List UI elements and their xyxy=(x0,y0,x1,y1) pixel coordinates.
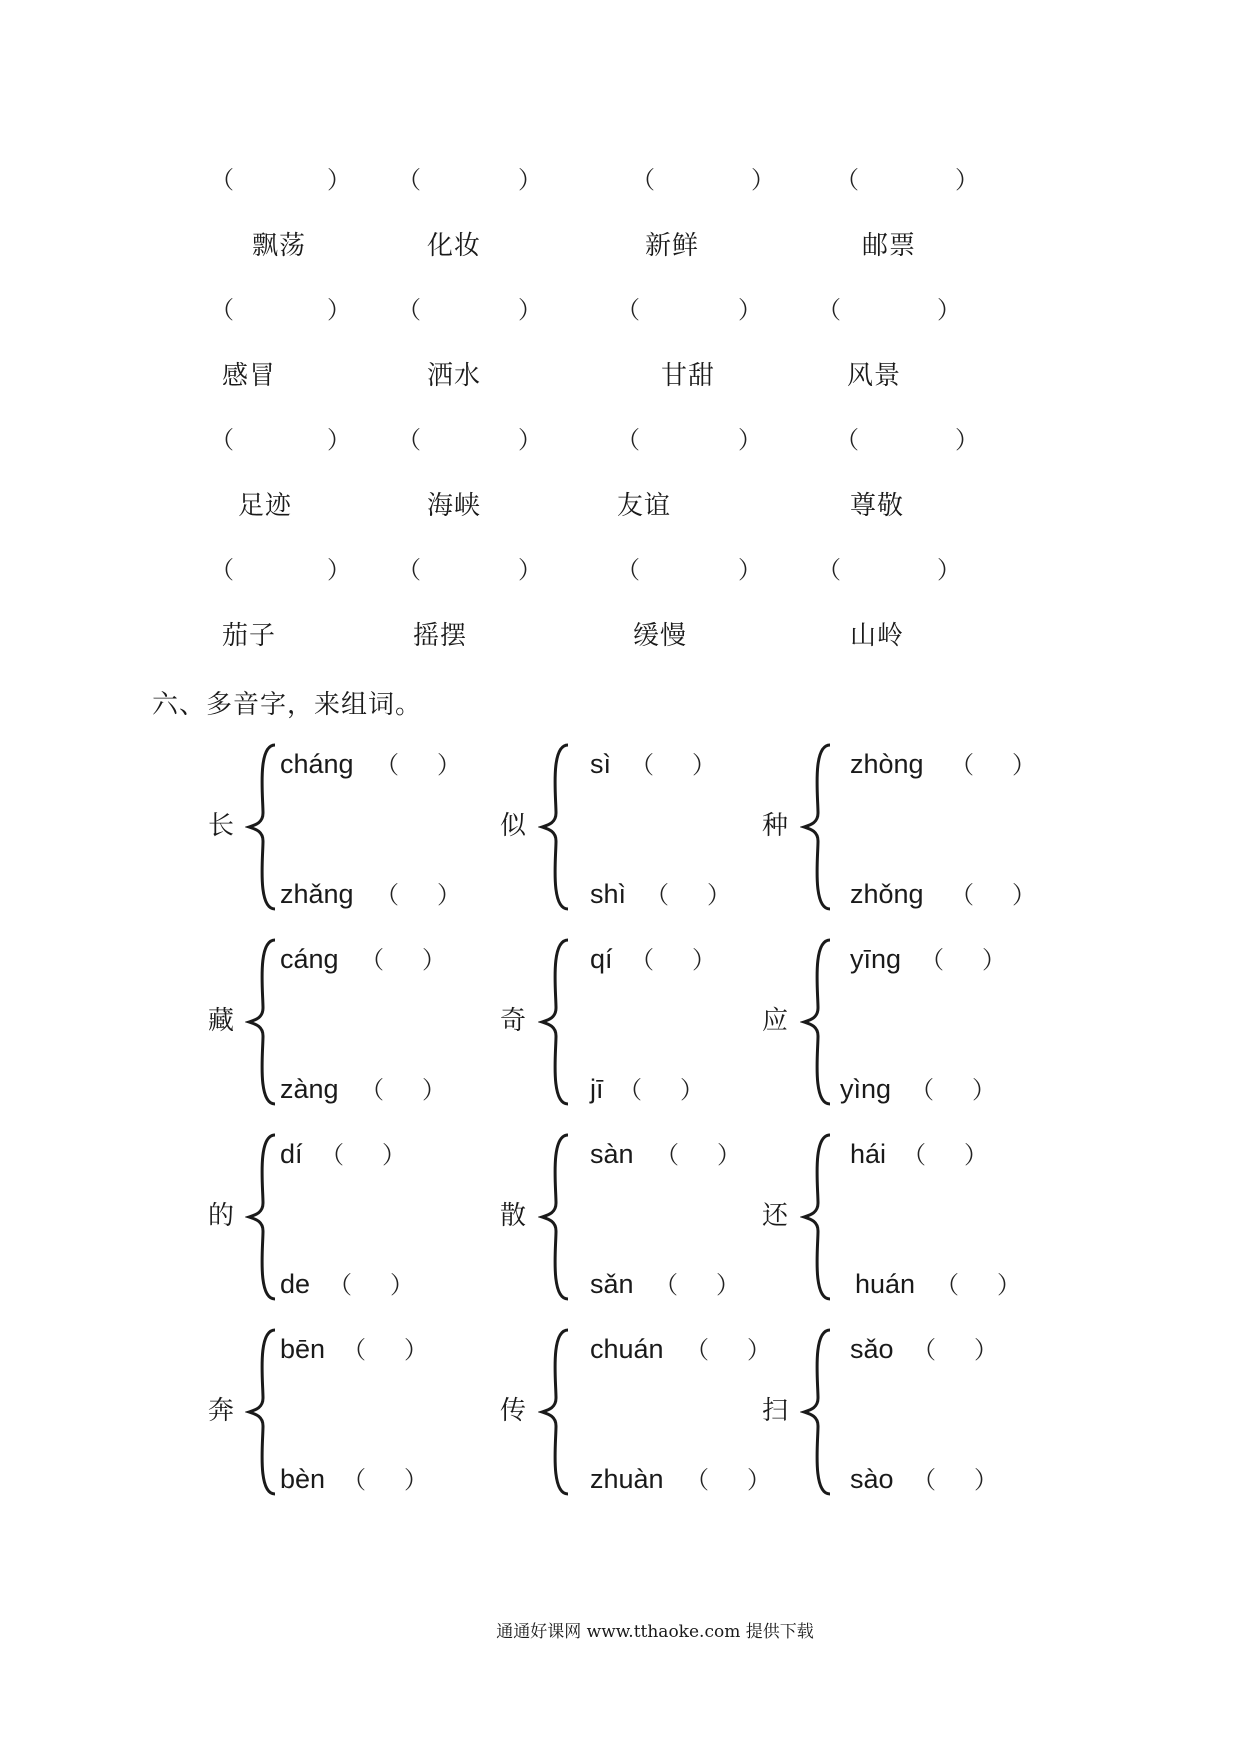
answer-blank[interactable] xyxy=(399,751,435,781)
polyphone-char: 散 xyxy=(500,1201,527,1231)
brace-bracket xyxy=(538,743,578,915)
paren-open: （ xyxy=(210,296,234,324)
polyphone-char: 扫 xyxy=(762,1396,789,1426)
paren-close: ） xyxy=(751,166,775,194)
polyphone-char: 传 xyxy=(500,1396,527,1426)
vocab-word: 茄子 xyxy=(222,621,277,651)
paren-open: （ xyxy=(950,881,974,909)
pinyin-top: dí xyxy=(280,1139,303,1169)
answer-blank[interactable] xyxy=(936,1336,972,1366)
answer-blank[interactable] xyxy=(934,1076,970,1106)
vocab-word: 山岭 xyxy=(850,621,905,651)
answer-blank[interactable] xyxy=(926,1141,962,1171)
vocab-word: 尊敬 xyxy=(850,491,905,521)
paren-close: ） xyxy=(327,296,351,324)
paren-open: （ xyxy=(817,296,841,324)
paren-open: （ xyxy=(397,166,421,194)
paren-close: ） xyxy=(692,946,716,974)
answer-blank[interactable] xyxy=(384,1076,420,1106)
pinyin-top: cháng xyxy=(280,749,354,779)
brace-bracket xyxy=(800,1133,840,1305)
paren-close: ） xyxy=(437,881,461,909)
paren-open: （ xyxy=(630,751,654,779)
paren-open: （ xyxy=(912,1336,936,1364)
answer-blank[interactable] xyxy=(857,426,955,456)
vocab-word: 友谊 xyxy=(617,491,672,521)
answer-blank[interactable] xyxy=(384,946,420,976)
paren-open: （ xyxy=(342,1336,366,1364)
paren-open: （ xyxy=(910,1076,934,1104)
vocab-word: 缓慢 xyxy=(633,621,688,651)
vocab-word: 感冒 xyxy=(222,361,277,391)
pinyin-bottom: bèn xyxy=(280,1464,326,1494)
answer-blank[interactable] xyxy=(857,166,955,196)
paren-close: ） xyxy=(437,751,461,779)
paren-open: （ xyxy=(631,166,655,194)
vocab-word: 甘甜 xyxy=(661,361,716,391)
paren-open: （ xyxy=(397,426,421,454)
paren-close: ） xyxy=(937,296,961,324)
vocab-word: 摇摆 xyxy=(413,621,468,651)
brace-bracket xyxy=(538,1133,578,1305)
paren-close: ） xyxy=(738,426,762,454)
paren-close: ） xyxy=(717,1141,741,1169)
paren-close: ） xyxy=(974,1466,998,1494)
pinyin-top: bēn xyxy=(280,1334,326,1364)
paren-close: ） xyxy=(974,1336,998,1364)
vocab-word: 邮票 xyxy=(862,231,917,261)
answer-blank[interactable] xyxy=(653,166,751,196)
paren-close: ） xyxy=(692,751,716,779)
answer-blank[interactable] xyxy=(709,1336,745,1366)
brace-bracket xyxy=(800,743,840,915)
paren-open: （ xyxy=(342,1466,366,1494)
answer-blank[interactable] xyxy=(839,296,937,326)
paren-open: （ xyxy=(616,296,640,324)
answer-blank[interactable] xyxy=(419,296,518,326)
polyphone-char: 种 xyxy=(762,811,789,841)
brace-bracket xyxy=(538,938,578,1110)
paren-close: ） xyxy=(327,556,351,584)
vocab-word: 洒水 xyxy=(427,361,482,391)
polyphone-char: 奇 xyxy=(500,1006,527,1036)
brace-bracket xyxy=(245,1133,285,1305)
paren-open: （ xyxy=(817,556,841,584)
answer-blank[interactable] xyxy=(638,426,738,456)
paren-open: （ xyxy=(685,1466,709,1494)
vocab-word: 化妆 xyxy=(427,231,482,261)
brace-bracket xyxy=(538,1328,578,1500)
paren-close: ） xyxy=(518,166,542,194)
polyphone-char: 应 xyxy=(762,1006,789,1036)
paren-close: ） xyxy=(955,426,979,454)
pinyin-bottom: zhǎng xyxy=(280,879,354,909)
pinyin-top: qí xyxy=(590,944,613,974)
polyphone-char: 还 xyxy=(762,1201,789,1231)
answer-blank[interactable] xyxy=(638,296,738,326)
pinyin-bottom: huán xyxy=(855,1269,916,1299)
answer-blank[interactable] xyxy=(642,1076,678,1106)
answer-blank[interactable] xyxy=(366,1466,402,1496)
paren-open: （ xyxy=(360,946,384,974)
paren-open: （ xyxy=(685,1336,709,1364)
paren-open: （ xyxy=(630,946,654,974)
pinyin-top: sàn xyxy=(590,1139,634,1169)
paren-close: ） xyxy=(404,1466,428,1494)
vocab-word: 足迹 xyxy=(238,491,293,521)
answer-blank[interactable] xyxy=(366,1336,402,1366)
pinyin-top: hái xyxy=(850,1139,887,1169)
answer-blank[interactable] xyxy=(679,1141,715,1171)
brace-bracket xyxy=(800,1328,840,1500)
paren-open: （ xyxy=(210,166,234,194)
paren-close: ） xyxy=(518,296,542,324)
paren-close: ） xyxy=(518,426,542,454)
paren-open: （ xyxy=(375,751,399,779)
answer-blank[interactable] xyxy=(654,751,690,781)
polyphone-char: 藏 xyxy=(208,1006,235,1036)
paren-open: （ xyxy=(210,556,234,584)
paren-close: ） xyxy=(1012,881,1036,909)
answer-blank[interactable] xyxy=(232,556,327,586)
paren-close: ） xyxy=(327,426,351,454)
answer-blank[interactable] xyxy=(419,166,518,196)
paren-close: ） xyxy=(964,1141,988,1169)
paren-close: ） xyxy=(955,166,979,194)
answer-blank[interactable] xyxy=(669,881,705,911)
paren-open: （ xyxy=(902,1141,926,1169)
answer-blank[interactable] xyxy=(944,946,980,976)
pinyin-bottom: zhǒng xyxy=(850,879,924,909)
answer-blank[interactable] xyxy=(959,1271,995,1301)
paren-open: （ xyxy=(210,426,234,454)
pinyin-top: yīng xyxy=(850,944,902,974)
paren-close: ） xyxy=(738,296,762,324)
section-heading: 六、多音字，来组词。 xyxy=(152,690,423,720)
brace-bracket xyxy=(245,1328,285,1500)
paren-close: ） xyxy=(997,1271,1021,1299)
paren-open: （ xyxy=(397,556,421,584)
paren-close: ） xyxy=(972,1076,996,1104)
paren-open: （ xyxy=(618,1076,642,1104)
answer-blank[interactable] xyxy=(419,556,518,586)
pinyin-top: sì xyxy=(590,749,612,779)
answer-blank[interactable] xyxy=(936,1466,972,1496)
paren-open: （ xyxy=(397,296,421,324)
footer-text: 通通好课网 www.tthaoke.com 提供下载 xyxy=(496,1622,814,1642)
paren-close: ） xyxy=(982,946,1006,974)
paren-close: ） xyxy=(747,1466,771,1494)
paren-close: ） xyxy=(422,1076,446,1104)
paren-close: ） xyxy=(716,1271,740,1299)
answer-blank[interactable] xyxy=(419,426,518,456)
paren-open: （ xyxy=(320,1141,344,1169)
paren-close: ） xyxy=(390,1271,414,1299)
paren-close: ） xyxy=(747,1336,771,1364)
answer-blank[interactable] xyxy=(399,881,435,911)
pinyin-bottom: yìng xyxy=(840,1074,892,1104)
pinyin-bottom: sào xyxy=(850,1464,894,1494)
paren-open: （ xyxy=(912,1466,936,1494)
answer-blank[interactable] xyxy=(344,1141,380,1171)
pinyin-bottom: jī xyxy=(590,1074,604,1104)
paren-close: ） xyxy=(937,556,961,584)
answer-blank[interactable] xyxy=(232,296,327,326)
pinyin-bottom: shì xyxy=(590,879,627,909)
polyphone-char: 的 xyxy=(208,1201,235,1231)
brace-bracket xyxy=(245,743,285,915)
brace-bracket xyxy=(245,938,285,1110)
paren-open: （ xyxy=(920,946,944,974)
paren-close: ） xyxy=(327,166,351,194)
pinyin-top: zhòng xyxy=(850,749,924,779)
answer-blank[interactable] xyxy=(352,1271,388,1301)
polyphone-char: 奔 xyxy=(208,1396,235,1426)
pinyin-top: chuán xyxy=(590,1334,664,1364)
paren-open: （ xyxy=(375,881,399,909)
answer-blank[interactable] xyxy=(974,881,1010,911)
paren-close: ） xyxy=(1012,751,1036,779)
answer-blank[interactable] xyxy=(839,556,937,586)
paren-open: （ xyxy=(616,556,640,584)
pinyin-bottom: zàng xyxy=(280,1074,339,1104)
paren-open: （ xyxy=(835,426,859,454)
answer-blank[interactable] xyxy=(654,946,690,976)
vocab-word: 海峡 xyxy=(427,491,482,521)
paren-close: ） xyxy=(738,556,762,584)
answer-blank[interactable] xyxy=(232,166,327,196)
vocab-word: 飘荡 xyxy=(252,231,307,261)
paren-open: （ xyxy=(645,881,669,909)
paren-open: （ xyxy=(655,1141,679,1169)
paren-close: ） xyxy=(382,1141,406,1169)
paren-open: （ xyxy=(935,1271,959,1299)
answer-blank[interactable] xyxy=(678,1271,714,1301)
paren-close: ） xyxy=(518,556,542,584)
answer-blank[interactable] xyxy=(638,556,738,586)
paren-open: （ xyxy=(654,1271,678,1299)
vocab-word: 新鲜 xyxy=(645,231,700,261)
pinyin-bottom: sǎn xyxy=(590,1269,634,1299)
paren-open: （ xyxy=(360,1076,384,1104)
paren-close: ） xyxy=(422,946,446,974)
paren-open: （ xyxy=(328,1271,352,1299)
answer-blank[interactable] xyxy=(709,1466,745,1496)
paren-open: （ xyxy=(950,751,974,779)
pinyin-top: sǎo xyxy=(850,1334,894,1364)
answer-blank[interactable] xyxy=(974,751,1010,781)
paren-close: ） xyxy=(707,881,731,909)
polyphone-char: 似 xyxy=(500,811,527,841)
pinyin-bottom: de xyxy=(280,1269,311,1299)
paren-close: ） xyxy=(404,1336,428,1364)
paren-open: （ xyxy=(616,426,640,454)
pinyin-top: cáng xyxy=(280,944,339,974)
paren-open: （ xyxy=(835,166,859,194)
pinyin-bottom: zhuàn xyxy=(590,1464,664,1494)
paren-close: ） xyxy=(680,1076,704,1104)
polyphone-char: 长 xyxy=(208,811,235,841)
answer-blank[interactable] xyxy=(232,426,327,456)
brace-bracket xyxy=(800,938,840,1110)
vocab-word: 风景 xyxy=(847,361,902,391)
